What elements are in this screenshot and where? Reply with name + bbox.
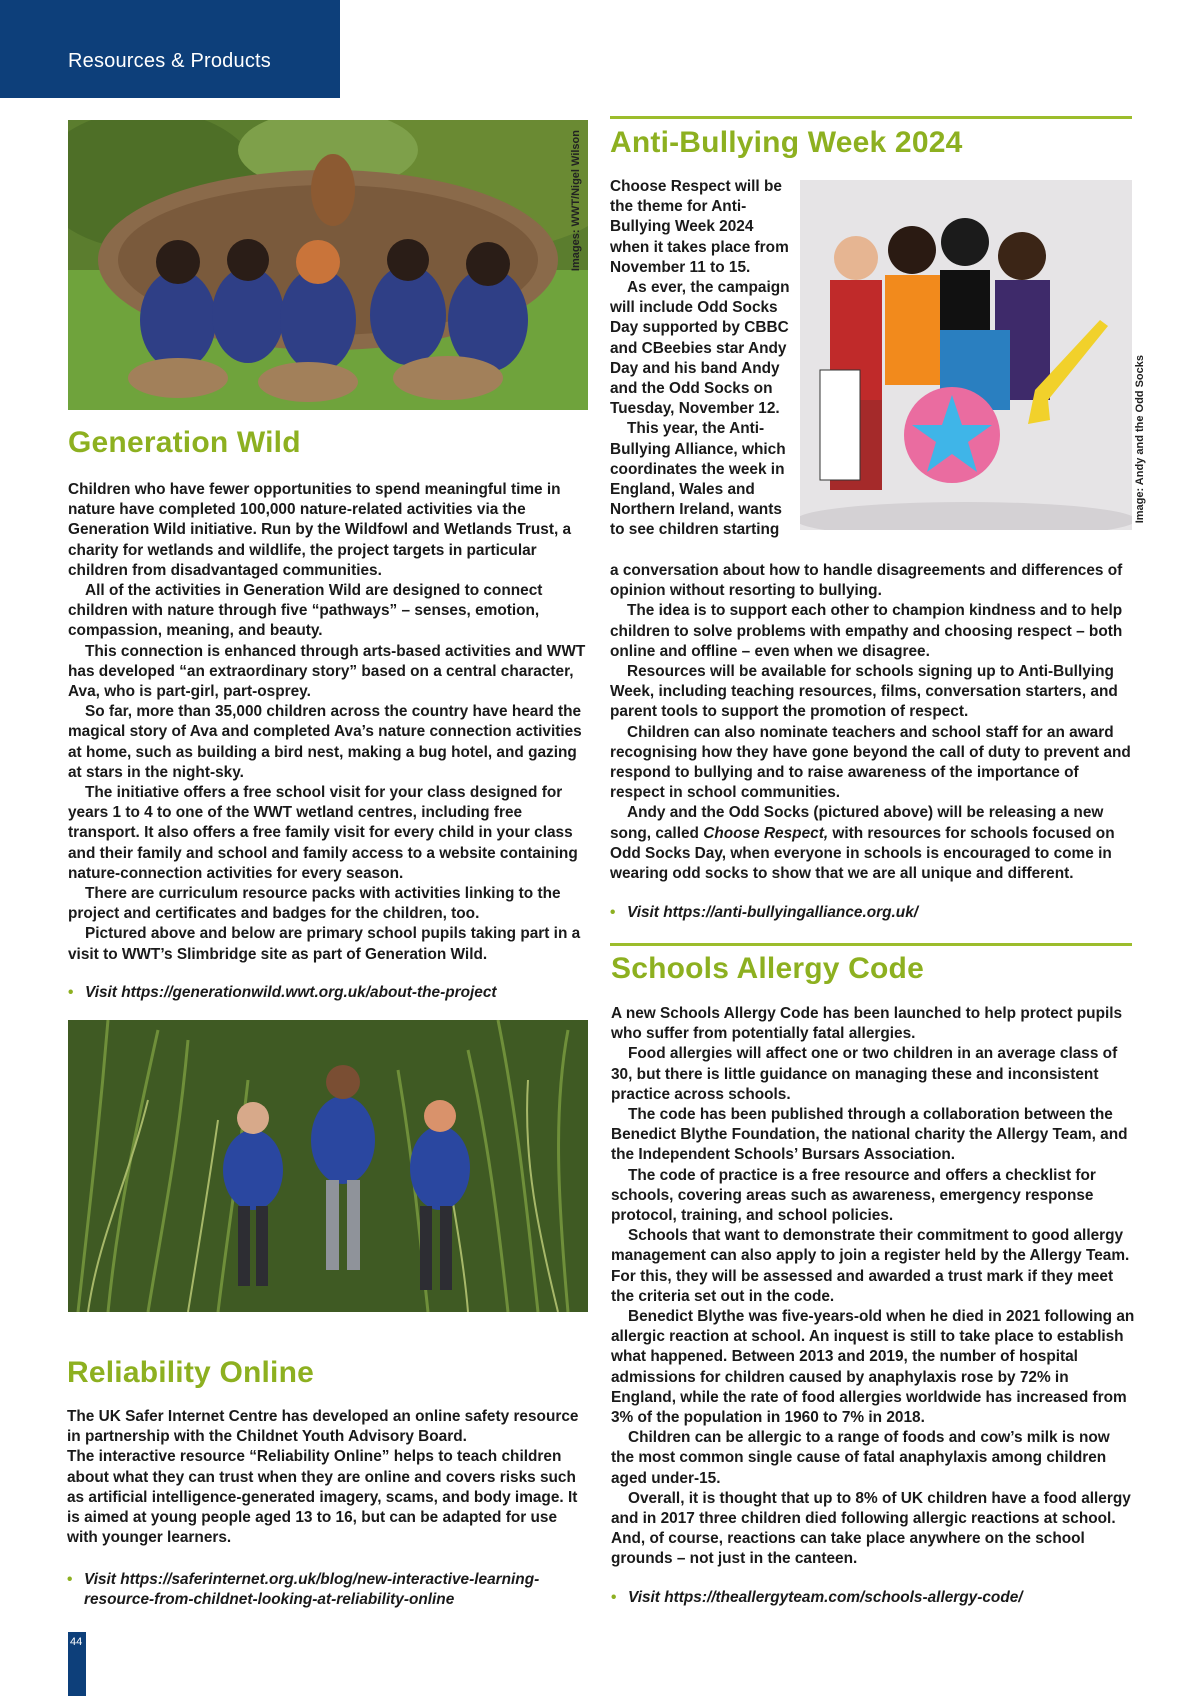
paragraph: Children who have fewer opportunities to spend meaningful time in nature have completed 100,000 nature-related activities via the Generation Wild initiative. Run by the Wildfowl and Wetlands Trust, a charity for wetlands and wildlife, the project targets in particular children from disadvantaged communities. — [68, 481, 572, 579]
generation-wild-body — [68, 480, 590, 965]
paragraph: Overall, it is thought that up to 8% of UK children have a food allergy and in 2017 three children died following allergic reactions at school. And, of course, reactions can take place anywhere on the school grounds – not just in the canteen. — [611, 1489, 1131, 1568]
photo-children-in-reeds — [68, 1020, 588, 1312]
paragraph: The UK Safer Internet Centre has developed an online safety resource in partnership with the Childnet Youth Advisory Board. — [67, 1408, 579, 1446]
visit-link-text[interactable]: Visit https://theallergyteam.com/schools-allergy-code/ — [628, 1589, 1023, 1606]
paragraph: As ever, the campaign will include Odd Socks Day supported by CBBC and CBeebies star Andy Day and his band Andy and the Odd Socks on Tuesday, November 12. — [610, 279, 790, 418]
paragraph: All of the activities in Generation Wild are designed to connect children with nature through five “pathways” – senses, emotion, compassion, meaning, and beauty. — [68, 582, 543, 640]
section-header-tab — [0, 0, 340, 98]
paragraph: Children can also nominate teachers and school staff for an award recognising how they have gone beyond the call of duty to prevent and respond to bullying and to raise awareness of the importance of respect in school communities. — [610, 723, 1131, 802]
paragraph: This year, the Anti-Bullying Alliance, which coordinates the week in England, Wales and Northern Ireland, wants to see children starting — [610, 420, 786, 539]
paragraph: Schools that want to demonstrate their commitment to good allergy management can also apply to join a register held by the Allergy Team. For this, they will be assessed and awarded a trust mark if they meet the criteria set out in the code. — [611, 1227, 1130, 1305]
photo-children-in-reeds-image — [68, 1020, 588, 1312]
paragraph: So far, more than 35,000 children across the country have heard the magical story of Ava and completed Ava’s nature connection activities at home, such as building a bird nest, making a bug hotel, and gazing at stars in the night-sky. — [68, 703, 582, 781]
visit-link-text[interactable]: Visit https://generationwild.wwt.org.uk/about-the-project — [85, 984, 497, 1001]
section-label: Resources & Products — [68, 50, 271, 72]
allergy-code-body — [611, 1004, 1135, 1570]
page-number: 44 — [70, 1636, 83, 1648]
heading-generation-wild: Generation Wild — [68, 426, 301, 459]
paragraph — [610, 803, 1132, 884]
photo-andy-and-odd-socks — [800, 180, 1132, 530]
text: Andy and the Odd Socks (pictured above) will be releasing a new song, called — [610, 804, 1104, 842]
bullet-icon: • — [610, 904, 616, 921]
photo-credit-odd-socks: Image: Andy and the Odd Socks — [1134, 355, 1146, 524]
paragraph: Choose Respect will be the theme for Anti-Bullying Week 2024 when it takes place from November 11 to 15. — [610, 178, 789, 276]
paragraph: Benedict Blythe was five-years-old when he died in 2021 following an allergic reaction at school. An inquest is still to take place to establish what happened. Between 2013 and 2019, the number of hospital admissions for children caused by anaphylaxis rose by 72% in England, while the rate of food allergies worldwide has increased from 3% of the population in 1960 to 7% in 2018. — [611, 1308, 1135, 1427]
paragraph: The interactive resource “Reliability Online” helps to teach children about what they can trust when they are online and covers risks such as artificial intelligence-generated imagery, scams, and body image. It is aimed at young people aged 13 to 16, but can be adapted for use with younger learners. — [67, 1448, 578, 1547]
paragraph: This connection is enhanced through arts-based activities and WWT has developed “an extraordinary story” based on a central character, Ava, who is part-girl, part-osprey. — [68, 642, 586, 701]
paragraph: a conversation about how to handle disagreements and differences of opinion without resorting to bullying. — [610, 562, 1123, 600]
photo-children-on-logs-image — [68, 120, 588, 410]
visit-link-text[interactable]: Visit https://anti-bullyingalliance.org.uk/ — [627, 904, 919, 921]
anti-bullying-side-text — [610, 177, 790, 541]
bullet-icon: • — [68, 984, 74, 1001]
photo-andy-and-odd-socks-image — [800, 180, 1132, 530]
reliability-online-body — [67, 1407, 591, 1548]
paragraph: There are curriculum resource packs with activities linking to the project and certificates and badges for the children, too. — [68, 885, 561, 923]
bullet-icon: • — [611, 1589, 617, 1606]
anti-bullying-body — [610, 561, 1132, 884]
bullet-icon: • — [67, 1571, 73, 1588]
heading-schools-allergy-code: Schools Allergy Code — [611, 952, 924, 985]
visit-link-reliability-online[interactable] — [67, 1570, 604, 1610]
text: with resources for schools focused on Odd Socks Day, when everyone in schools is encouraged to come in wearing odd socks to show that we are all unique and different. — [610, 824, 1115, 883]
photo-credit-wwt: Images: WWT/Nigel Wilson — [570, 130, 582, 272]
paragraph: The idea is to support each other to champion kindness and to help children to solve problems with empathy and choosing respect – both online and offline – even when we disagree. — [610, 602, 1123, 660]
paragraph: The code of practice is a free resource and offers a checklist for schools, covering areas such as awareness, emergency response protocol, training, and school policies. — [611, 1166, 1096, 1225]
paragraph: Children can be allergic to a range of foods and cow’s milk is now the most common single cause of fatal anaphylaxis among children aged under-15. — [611, 1429, 1110, 1487]
photo-children-on-logs — [68, 120, 588, 410]
heading-reliability-online: Reliability Online — [67, 1356, 314, 1389]
song-title: Choose Respect, — [703, 824, 829, 842]
paragraph: The code has been published through a collaboration between the Benedict Blythe Foundation, the national charity the Allergy Team, and the Independent Schools’ Bursars Association. — [611, 1106, 1128, 1164]
paragraph: Food allergies will affect one or two children in an average class of 30, but there is little guidance on managing these and inconsistent practice across schools. — [611, 1045, 1118, 1103]
paragraph: Resources will be available for schools signing up to Anti-Bullying Week, including teaching resources, films, conversation starters, and parent tools to support the promotion of respect. — [610, 663, 1118, 721]
paragraph: A new Schools Allergy Code has been launched to help protect pupils who suffer from potentially fatal allergies. — [611, 1005, 1123, 1043]
section-rule — [610, 116, 1132, 119]
visit-link-text[interactable]: Visit https://saferinternet.org.uk/blog/new-interactive-learning-resource-from-childnet-looking-at-reliability-online — [84, 1571, 540, 1609]
visit-link-generation-wild[interactable] — [68, 983, 607, 1003]
visit-link-anti-bullying[interactable] — [610, 903, 1149, 923]
section-rule — [610, 943, 1132, 946]
paragraph: Pictured above and below are primary school pupils taking part in a visit to WWT’s Slimbridge site as part of Generation Wild. — [68, 925, 581, 963]
heading-anti-bullying-week: Anti-Bullying Week 2024 — [610, 126, 963, 159]
visit-link-allergy-code[interactable] — [611, 1588, 1150, 1608]
paragraph: The initiative offers a free school visit for your class designed for years 1 to 4 to one of the WWT wetland centres, including free transport. It also offers a free family visit for every child in your class and their family and school and family access to a website containing nature-connection activities for every season. — [68, 784, 578, 882]
